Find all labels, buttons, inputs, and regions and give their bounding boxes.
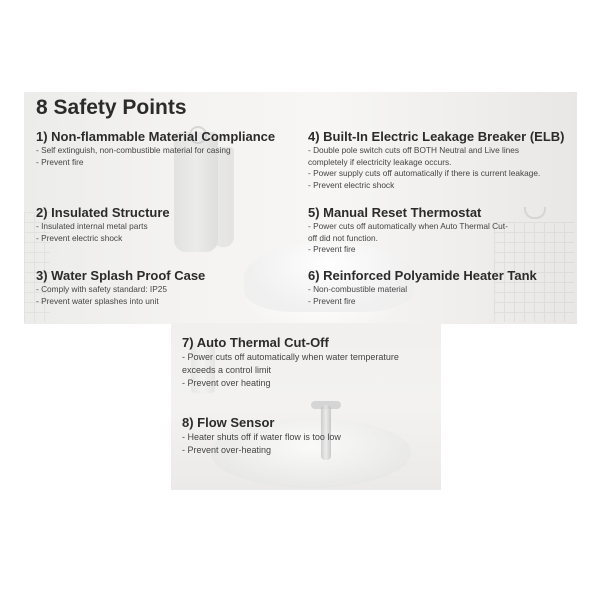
safety-point-line: - Power cuts off automatically when water temperature [182,352,399,362]
safety-point-line: - Prevent fire [308,295,356,306]
safety-point-line: - Self extinguish, non-combustible material for casing [36,145,231,155]
safety-point-line: - Prevent over-heating [182,445,272,455]
safety-point-line: - Prevent water splashes into unit [36,295,159,306]
safety-point-line: - Double pole switch cuts off BOTH Neutral and Live lines [308,145,520,155]
safety-point-heading: 8) Flow Sensor [182,415,275,430]
safety-point-line: - Heater shuts off if water flow is too low [182,432,341,442]
safety-point-heading: 6) Reinforced Polyamide Heater Tank [308,268,537,283]
safety-point-line: - Power supply cuts off automatically if there is current leakage. [308,168,541,178]
safety-point-6 [308,268,537,307]
safety-point-heading: 3) Water Splash Proof Case [36,268,206,283]
page-title: 8 Safety Points [36,96,187,119]
safety-point-heading: 5) Manual Reset Thermostat [308,205,482,220]
safety-point-4 [308,129,564,191]
safety-point-7 [182,335,399,390]
safety-point-heading: 7) Auto Thermal Cut-Off [182,335,329,350]
safety-point-line: - Prevent over heating [182,378,271,388]
safety-point-heading: 4) Built-In Electric Leakage Breaker (ELB) [308,129,565,144]
safety-point-line: - Prevent fire [36,156,84,167]
safety-point-5 [308,205,508,256]
safety-point-line: - Insulated internal metal parts [36,221,148,231]
safety-point-1 [36,129,275,168]
safety-point-8 [182,415,341,457]
safety-point-line: - Comply with safety standard: IP25 [36,284,167,294]
safety-panel-top [24,92,577,324]
safety-point-line: off did not function. [308,232,378,243]
safety-point-line: - Prevent electric shock [36,232,123,243]
safety-point-line: exceeds a control limit [182,365,272,375]
safety-point-2 [36,205,170,244]
safety-point-line: - Power cuts off automatically when Auto Thermal Cut- [308,221,508,231]
safety-point-3 [36,268,205,307]
safety-point-heading: 2) Insulated Structure [36,205,170,220]
wall-hook-image [524,207,546,219]
safety-point-line: - Prevent fire [308,244,356,254]
safety-point-line: - Prevent electric shock [308,179,395,190]
safety-point-heading: 1) Non-flammable Material Compliance [36,129,276,144]
safety-panel-bottom [171,323,441,490]
safety-point-line: completely if electricity leakage occurs. [308,156,452,167]
safety-point-line: - Non-combustible material [308,284,408,294]
